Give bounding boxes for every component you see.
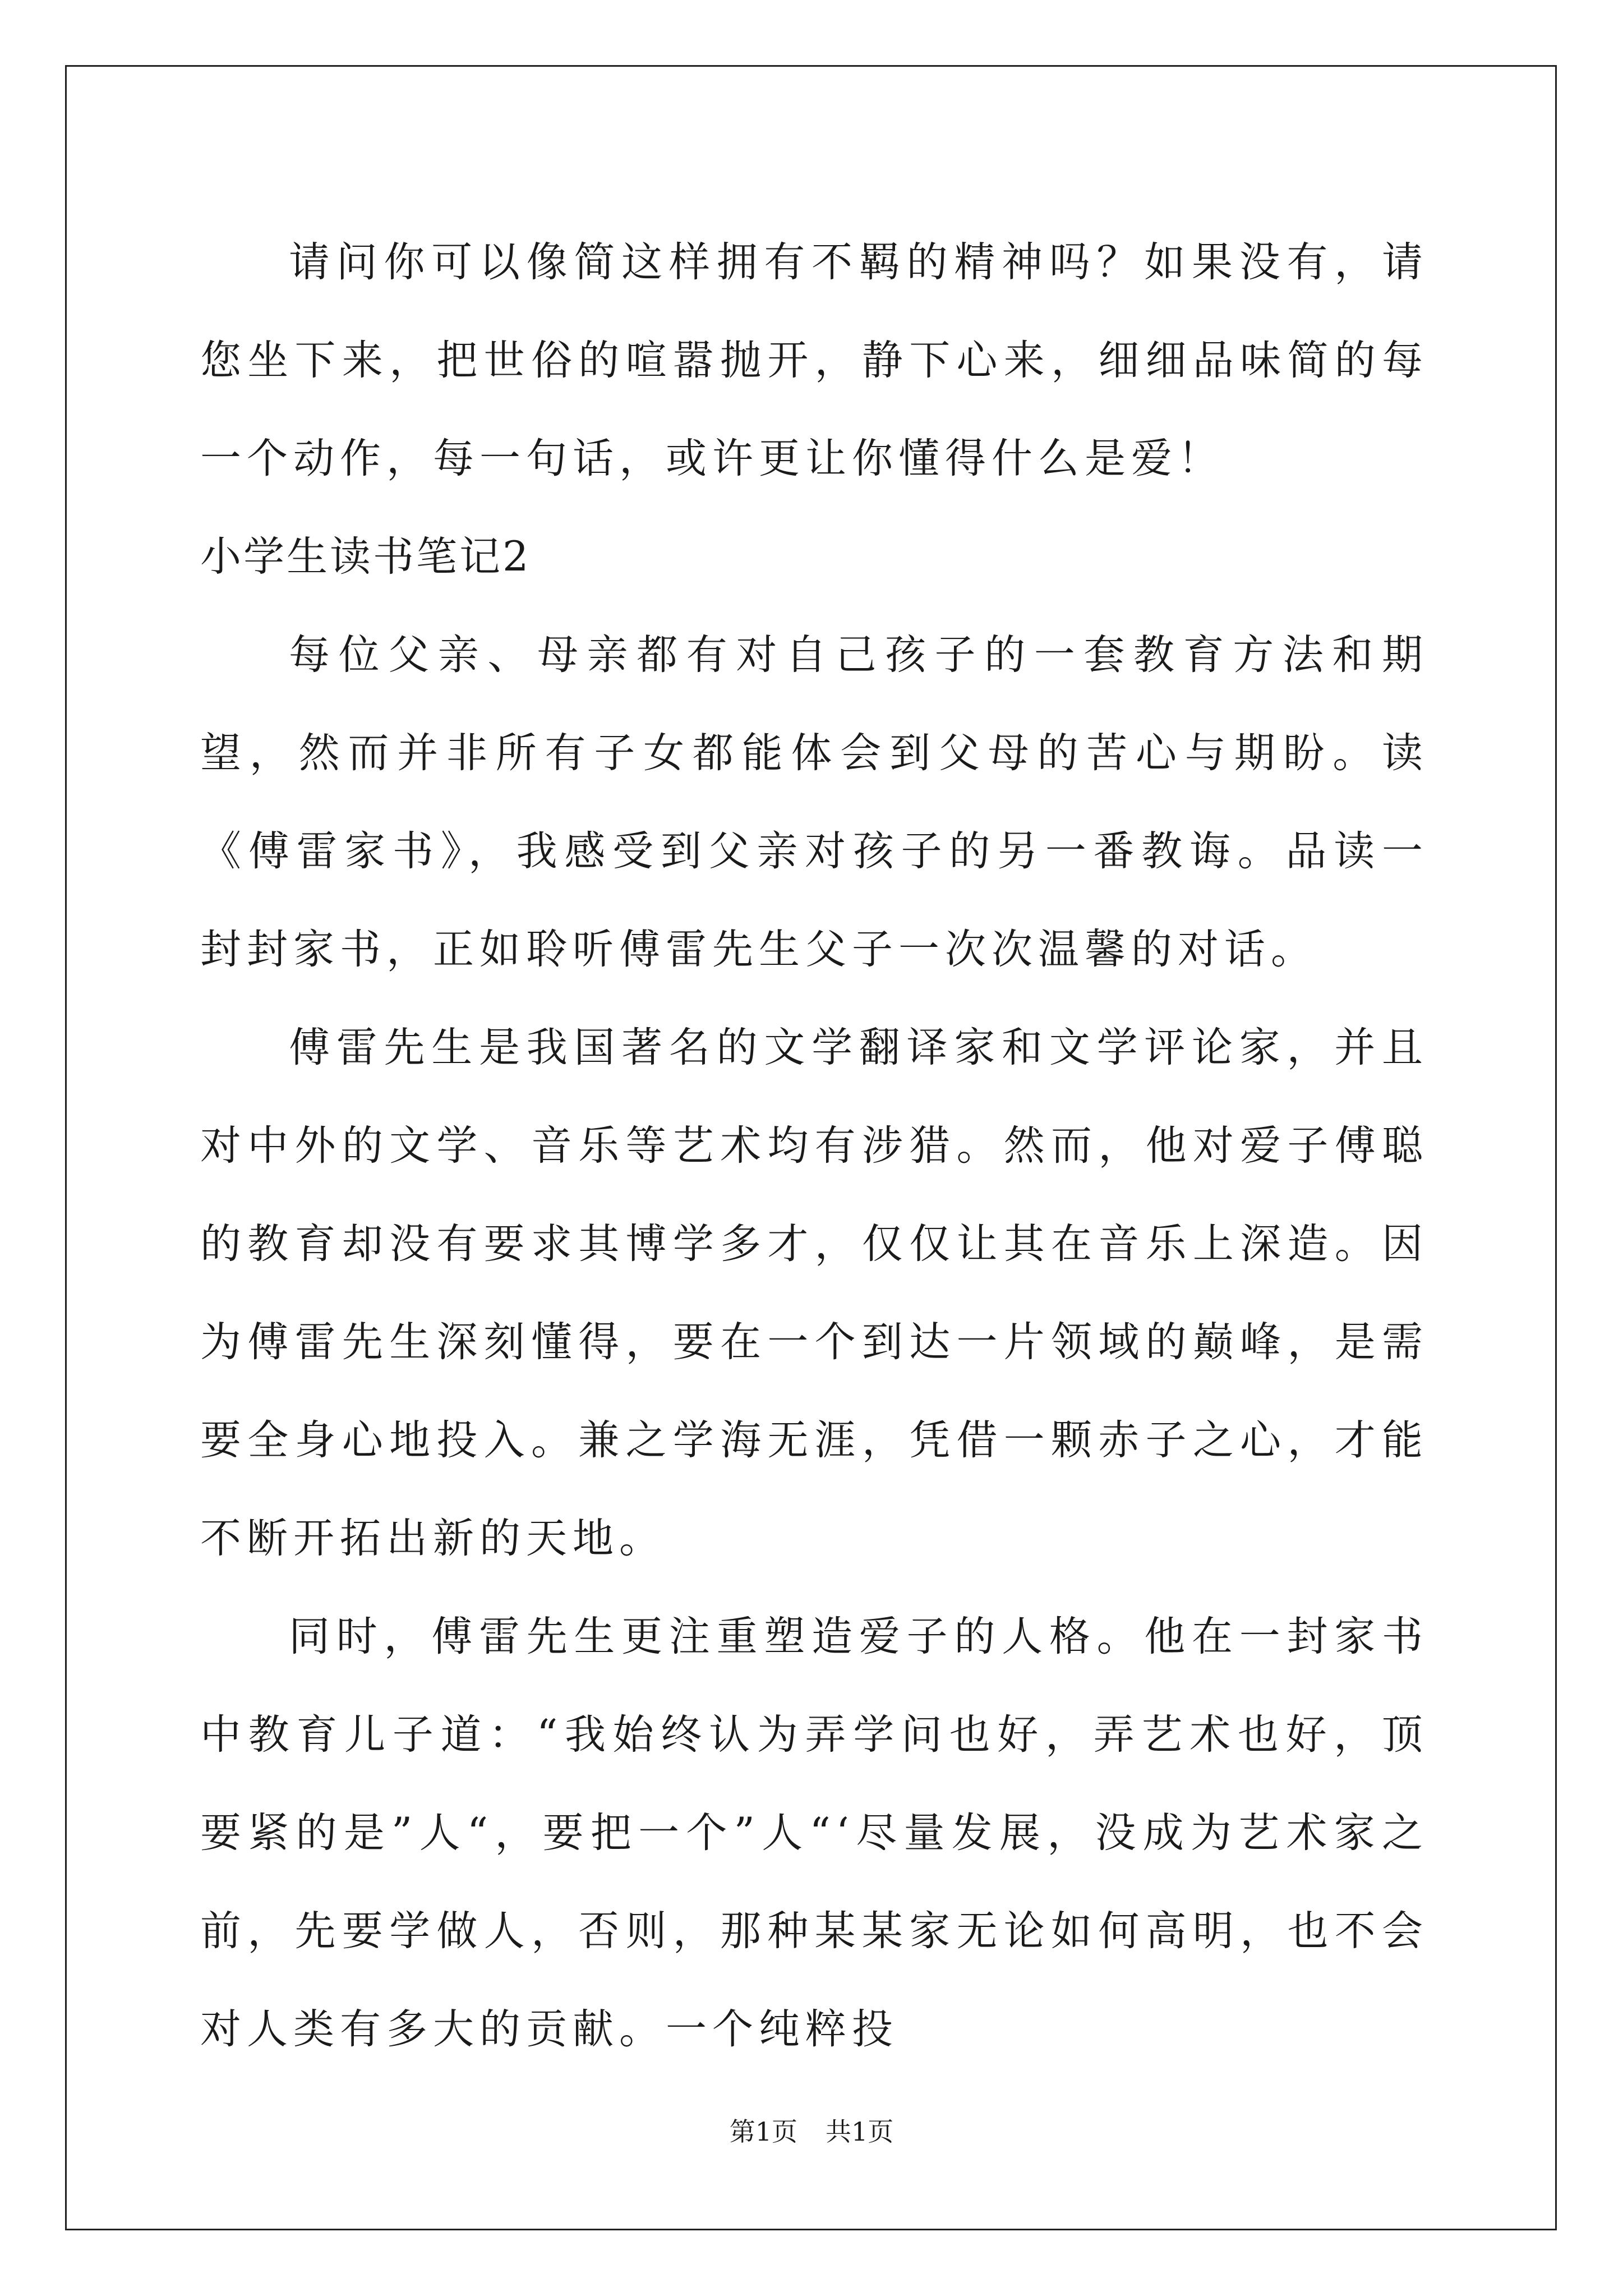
section-title: 小学生读书笔记2 [200, 533, 531, 581]
paragraph-4 [200, 1588, 1428, 2078]
page-footer [0, 2115, 1623, 2148]
line: 其博学多才，仅仅让其在音乐上深造。因为傅雷先生深刻懂得，要在 [200, 1220, 1429, 1366]
paragraph-1 [200, 213, 1428, 508]
line: 一个到达一片领域的巅峰，是需要全身心地投入。兼之学海无涯，凭 [200, 1318, 1429, 1464]
line: 把世俗的喧嚣抛开，静下心来，细细品味简的每一个动作，每一句话， [200, 337, 1429, 482]
line: 子道：“我始终认为弄学问也好，弄艺术也好，顶要紧的是”人“， [200, 1711, 1428, 1857]
line: 父亲对孩子的另一番教诲。品读一封封家书，正如聆听傅雷先生父子 [200, 827, 1428, 973]
line: 文学、音乐等艺术均有涉猎。然而，他对爱子傅聪的教育却没有要求 [200, 1122, 1429, 1268]
line: 或许更让你懂得什么是爱！ [666, 435, 1224, 482]
line: 借一颗赤子之心，才能不断开拓出新的天地。 [200, 1416, 1429, 1562]
current-page-label: 第1页 [729, 2116, 797, 2147]
line: 一次次温馨的对话。 [898, 926, 1317, 973]
line: 非所有子女都能体会到父母的苦心与期盼。读《傅雷家书》，我感受到 [200, 729, 1429, 875]
line: 请问你可以像简这样拥有不羁的精神吗？如果没有，请您坐下来， [200, 238, 1428, 384]
line: 同时，傅雷先生更注重塑造爱子的人格。他在一封家书中教育儿 [200, 1613, 1428, 1759]
paragraph-3 [200, 999, 1428, 1588]
line: 傅雷先生是我国著名的文学翻译家和文学评论家，并且对中外的 [200, 1024, 1428, 1170]
total-pages-label: 共1页 [826, 2116, 894, 2147]
line: 每位父亲、母亲都有对自己孩子的一套教育方法和期望，然而并 [200, 631, 1428, 777]
line: 要把一个”人“‘尽量发展，没成为艺术家之前，先要学做人，否则， [200, 1809, 1429, 1955]
document-body [200, 213, 1428, 2078]
paragraph-2 [200, 606, 1428, 999]
line: 那种某某家无论如何高明，也不会对人类有多大的贡献。一个纯粹投 [200, 1907, 1429, 2053]
